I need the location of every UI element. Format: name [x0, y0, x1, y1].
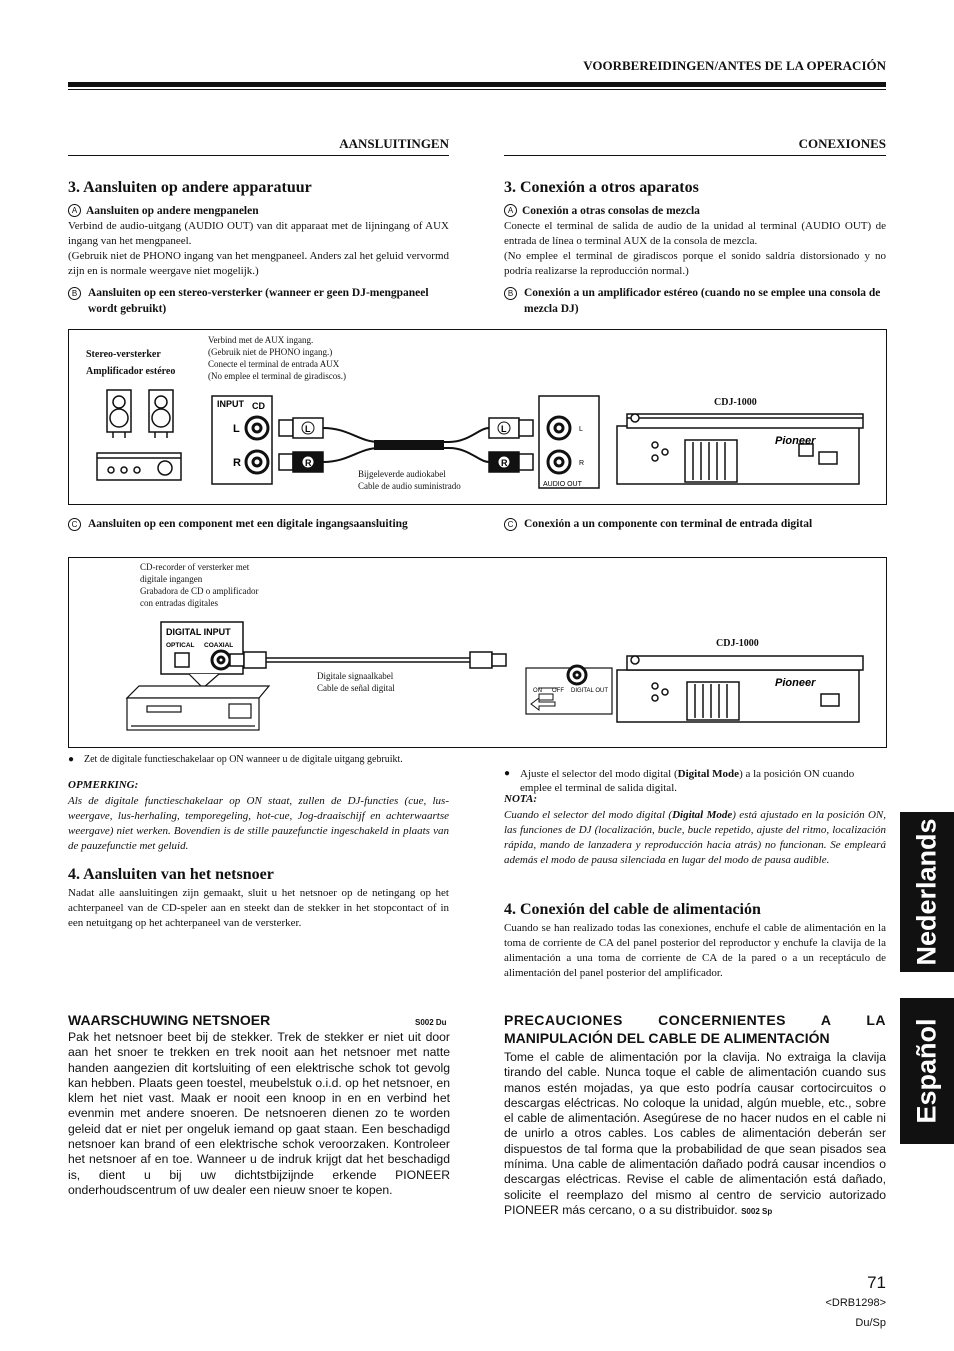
- cdj-1000-rear-illustration: [617, 414, 863, 484]
- model-label: CDJ-1000: [716, 638, 759, 649]
- cd-label: CD: [252, 401, 265, 411]
- paragraph-a-es: Conecte el terminal de salida de audio de la unidad al terminal (AUDIO OUT) de entrada de línea o terminal AUX de la consola de mezcla. (No emplee el terminal de giradiscos porque el sonido saldría distorsionado y no podría realizarse la reproducción normal.): [504, 220, 886, 277]
- circle-letter-b: B: [68, 287, 81, 300]
- off-label: OFF: [552, 688, 564, 694]
- circle-letter-c: C: [504, 518, 517, 531]
- warning-code-nl: S002 Du: [415, 1018, 447, 1027]
- header-rule-thick: [68, 82, 886, 87]
- section-title-es: CONEXIONES: [798, 136, 886, 151]
- on-label: ON: [533, 688, 542, 694]
- svg-text:L: L: [305, 424, 311, 434]
- output-jack-l: [548, 417, 570, 439]
- warning-title-es-1: PRECAUCIONES CONCERNIENTES A LA: [504, 1012, 886, 1028]
- digital-out-label: DIGITAL OUT: [571, 688, 609, 694]
- header-rule-thin: [68, 89, 886, 90]
- cd-recorder-icon: [127, 686, 269, 730]
- page-number: 71: [867, 1273, 886, 1292]
- recorder-label: CD-recorder of versterker met digitale ingangen Grabadora de CD o amplificador con entradas digitales: [140, 562, 259, 608]
- heading-connect-es: 3. Conexión a otros aparatos: [504, 179, 699, 196]
- warning-title-es-2: MANIPULACIÓN DEL CABLE DE ALIMENTACIÓN: [504, 1030, 830, 1046]
- section-rule-es: [504, 155, 886, 156]
- tab-nederlands: Nederlands: [900, 812, 954, 972]
- amp-label-es: Amplificador estéreo: [86, 366, 176, 377]
- svg-text:L: L: [579, 426, 583, 433]
- warning-title-nl: WAARSCHUWING NETSNOER: [68, 1012, 271, 1028]
- heading-connect-nl: 3. Aansluiten op andere apparatuur: [68, 179, 312, 196]
- r-label: R: [233, 457, 241, 469]
- note-text-es: Cuando el selector del modo digital (Digital Mode) está ajustado en la posición ON, las funciones de DJ (localización, bucle, bucle repetido, ajuste del ritmo, localización rápida, mando de lanzadera y reproducción hacia atrás) no funcionan. Se empleará además el modo de pausa silenciada en lugar del modo de pausa audible.: [504, 809, 886, 866]
- digital-connection-illustration: [69, 558, 886, 747]
- optical-port: [175, 653, 189, 667]
- circle-letter-a: A: [504, 204, 517, 217]
- warning-text-es: Tome el cable de alimentación por la clavija. No extraiga la clavija tirando del cable. Nunca toque el cable de alimentación cuando sus manos estén mojadas, ya que esto podría causar cortocircuitos o descargas eléctricas. No coloque la unidad, algún mueble, etc., sobre el cable de alimentación. Asegúrese de no hacer nudos en el cable ni de unirlo a otros cables. Los cables de alimentación deberán ser dispuestos de tal forma que la probabilidad de que sean pisados sea mínima. Una cable de alimentación dañado podrá causar incendios o descargas eléctricas. Revise el cable de alimentación está dañado, solicite el reemplazo del mismo al centro de servicio autorizado PIONEER más cercano, o a su distribuidor. S002 Sp: [504, 1050, 886, 1217]
- stereo-connection-illustration: [69, 330, 886, 504]
- audio-cable: [374, 440, 444, 450]
- power-text-es: Cuando se han realizado todas las conexiones, enchufe el cable de alimentación en la toma de corriente de CA del panel posterior del reproductor y enchufe la clavija de la alimentación a una toma de corriente de CA de la pared o a un receptáculo de alimentación del panel posterior del amplificador.: [504, 922, 886, 979]
- subheading-b-nl: B Aansluiten op een stereo-versterker (wanneer er geen DJ-mengpaneel wordt gebruikt): [68, 285, 449, 317]
- digital-mode-switch: [539, 694, 553, 700]
- note-title-nl: OPMERKING:: [68, 779, 139, 791]
- aux-note: Verbind met de AUX ingang. (Gebruik niet de PHONO ingang.) Conecte el terminal de entrada AUX (No emplee el terminal de giradiscos.): [208, 335, 346, 381]
- digital-cable-label: Digitale signaalkabel Cable de señal digital: [317, 671, 395, 693]
- audio-out-panel: [539, 396, 599, 488]
- diagram-digital: [68, 557, 887, 748]
- subheading-b-es: B Conexión a un amplificador estéreo (cuando no se emplee una consola de mezcla DJ): [504, 285, 886, 317]
- language-code: Du/Sp: [855, 1317, 886, 1329]
- subheading-a-es: A Conexión a otras consolas de mezcla: [504, 204, 700, 217]
- warning-text-nl: Pak het netsnoer beet bij de stekker. Trek de stekker er niet uit door aan het snoer te trekken en trek nooit aan het netsnoer met natte handen aangezien dit kortsluiting of een elektrische schok tot gevolg kan hebben. Plaats geen toestel, meubelstuk o.i.d. op het netsnoer, en klem het niet vast. Maak er nooit een knoop in en en verbind het evenmin met andere snoeren. De netsnoeren dienen zo te worden geleid dat er niet per ongeluk iemand op gaat staan. Een beschadigd netsnoer kan brand of een elektrische schok veroorzaken. Kontroleer het netsnoer af en toe. Wanneer u de indruk krijgt dat het beschadigd is, dient u bij uw dichtstbijzijnde erkende PIONEER onderhoudscentrum of uw dealer een nieuw snoer te kopen.: [68, 1030, 450, 1197]
- speaker-right-icon: [149, 390, 173, 438]
- document-code: <DRB1298>: [825, 1297, 886, 1309]
- heading-power-es: 4. Conexión del cable de alimentación: [504, 901, 761, 918]
- model-label: CDJ-1000: [714, 397, 757, 408]
- bullet-digital-nl: ● Zet de digitale functieschakelaar op ON wanneer u de digitale uitgang gebruikt.: [68, 753, 449, 767]
- svg-text:R: R: [501, 458, 508, 468]
- tab-espanol: Español: [900, 998, 954, 1144]
- heading-power-nl: 4. Aansluiten van het netsnoer: [68, 866, 274, 883]
- running-header: VOORBEREIDINGEN/ANTES DE LA OPERACIÓN: [583, 58, 886, 73]
- digital-cable: [266, 658, 470, 662]
- pioneer-logo: Pioneer: [775, 677, 816, 689]
- circle-letter-a: A: [68, 204, 81, 217]
- warning-code-es: S002 Sp: [741, 1206, 773, 1216]
- digital-input-label: DIGITAL INPUT: [166, 627, 231, 637]
- output-jack-r: [548, 451, 570, 473]
- input-label: INPUT: [217, 399, 244, 409]
- section-rule-nl: [68, 155, 449, 156]
- note-text-nl: Als de digitale functieschakelaar op ON staat, zullen de DJ-functies (cue, lus-weergave, lus-herhaling, temporegeling, hot-cue, Jog-draaischijf en achterwaartse weergave) niet werken. Bovendien is de stille pauzefunctie ingeschakeld in plaats van de pauzefunctie met geluid.: [68, 795, 449, 852]
- section-title-nl: AANSLUITINGEN: [339, 136, 449, 151]
- power-text-nl: Nadat alle aansluitingen zijn gemaakt, sluit u het netsnoer op de netingang op het achterpaneel van de CD-speler aan en steekt dan de stekker in het stopcontact of in een netuitgang op het achterpaneel van de versterker.: [68, 887, 449, 929]
- svg-text:R: R: [305, 458, 312, 468]
- cdj-1000-rear-illustration: [617, 656, 863, 722]
- amplifier-icon: [97, 453, 181, 480]
- svg-text:R: R: [579, 460, 585, 467]
- input-jack-r: [246, 451, 268, 473]
- input-jack-l: [246, 417, 268, 439]
- amp-label-nl: Stereo-versterker: [86, 349, 161, 360]
- digital-out-jack: [568, 666, 586, 684]
- subheading-c-nl: C Aansluiten op een component met een digitale ingangsaansluiting: [68, 516, 449, 532]
- speaker-left-icon: [107, 390, 131, 438]
- optical-label: OPTICAL: [166, 642, 195, 649]
- circle-letter-b: B: [504, 287, 517, 300]
- paragraph-a-nl: Verbind de audio-uitgang (AUDIO OUT) van dit apparaat met de lijningang of AUX ingang van het mengpaneel. (Gebruik niet de PHONO ingang van het mengpaneel. Anders zal het geluid vervormd zijn en is normale weergave niet mogelijk.): [68, 220, 449, 277]
- svg-text:L: L: [501, 424, 507, 434]
- audio-out-label: AUDIO OUT: [543, 481, 582, 488]
- coaxial-jack: [212, 651, 230, 669]
- circle-letter-c: C: [68, 518, 81, 531]
- l-label: L: [233, 423, 240, 435]
- coaxial-label: COAXIAL: [204, 642, 234, 649]
- subheading-c-es: C Conexión a un componente con terminal de entrada digital: [504, 516, 886, 532]
- subheading-a-nl: A Aansluiten op andere mengpanelen: [68, 204, 259, 217]
- bullet-digital-es: ● Ajuste el selector del modo digital (Digital Mode) a la posición ON cuando emplee el terminal de salida digital.: [504, 767, 886, 795]
- note-title-es: NOTA:: [504, 793, 537, 805]
- audio-cable-label: Bijgeleverde audiokabel Cable de audio suministrado: [358, 469, 461, 491]
- pioneer-logo: Pioneer: [775, 435, 816, 447]
- diagram-stereo-amp: [68, 329, 887, 505]
